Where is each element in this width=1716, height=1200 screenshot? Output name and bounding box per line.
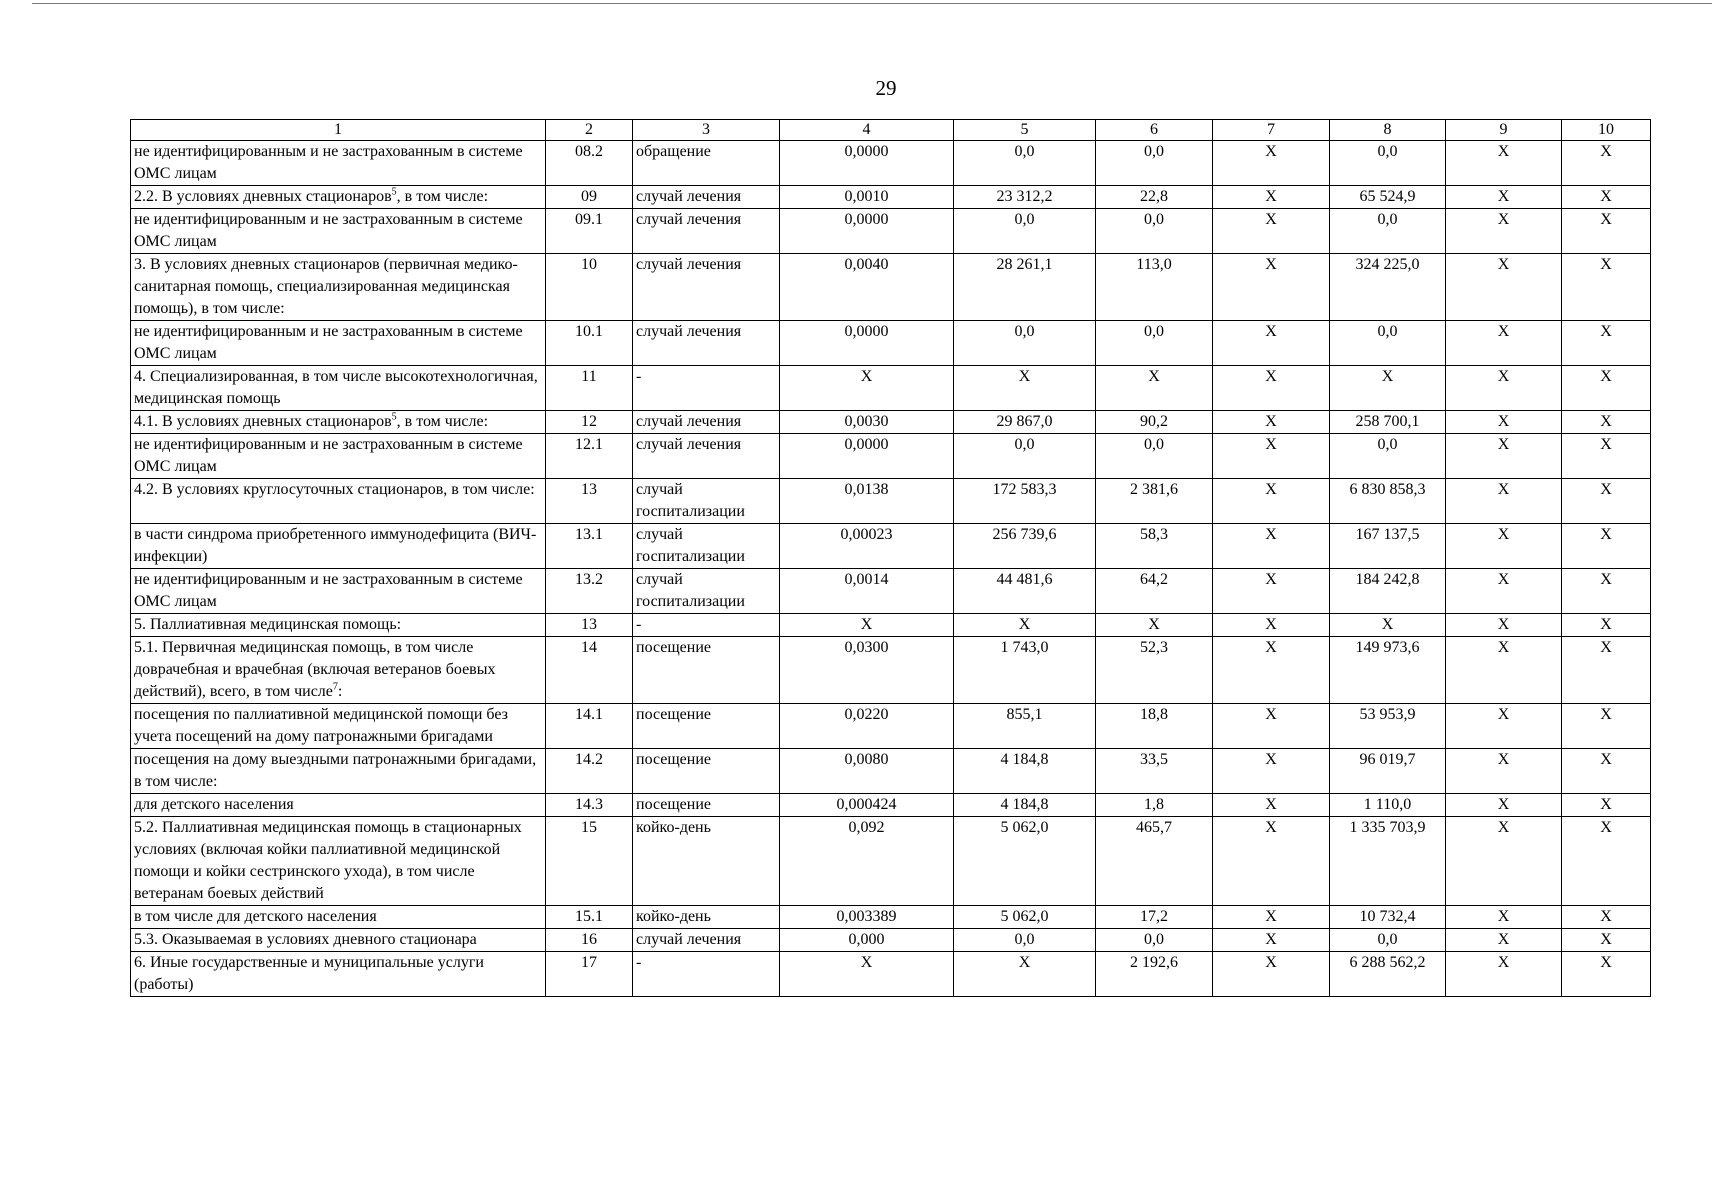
cell-col-4: 0,0030 <box>780 411 954 434</box>
row-code: 08.2 <box>546 141 633 186</box>
row-code: 14.2 <box>546 749 633 794</box>
header-cell: 8 <box>1330 120 1446 141</box>
row-unit: посещение <box>633 704 780 749</box>
cell-col-8: 0,0 <box>1330 209 1446 254</box>
cell-col-4: 0,0010 <box>780 186 954 209</box>
cell-col-6: Х <box>1096 614 1213 637</box>
cell-col-9: Х <box>1446 614 1562 637</box>
row-code: 17 <box>546 952 633 997</box>
footnote-marker: 5 <box>391 186 397 198</box>
cell-col-4: 0,0300 <box>780 637 954 704</box>
table-row <box>131 704 1651 749</box>
row-name-text: 5.1. Первичная медицинская помощь, в том числе доврачебная и врачебная (включая ветеранов боевых действий), всего, в том числе <box>134 639 496 700</box>
row-name-text: 5. Паллиативная медицинская помощь: <box>134 616 402 633</box>
cell-col-7: Х <box>1213 952 1330 997</box>
row-code: 09 <box>546 186 633 209</box>
cell-col-4: 0,0000 <box>780 321 954 366</box>
row-code: 14.1 <box>546 704 633 749</box>
table-row <box>131 906 1651 929</box>
cell-col-10: Х <box>1562 524 1651 569</box>
row-unit: посещение <box>633 749 780 794</box>
cell-col-7: Х <box>1213 569 1330 614</box>
cell-col-8: 0,0 <box>1330 141 1446 186</box>
row-name-text: в части синдрома приобретенного иммунодефицита (ВИЧ-инфекции) <box>134 526 537 565</box>
cell-col-8: 0,0 <box>1330 929 1446 952</box>
cell-col-9: Х <box>1446 254 1562 321</box>
row-name-text: 6. Иные государственные и муниципальные услуги (работы) <box>134 954 484 993</box>
cell-col-6: 2 192,6 <box>1096 952 1213 997</box>
table-row <box>131 569 1651 614</box>
cell-col-9: Х <box>1446 637 1562 704</box>
table-row <box>131 929 1651 952</box>
cell-col-10: Х <box>1562 366 1651 411</box>
header-cell: 10 <box>1562 120 1651 141</box>
row-name <box>131 817 546 906</box>
cell-col-9: Х <box>1446 366 1562 411</box>
table-row <box>131 209 1651 254</box>
cell-col-5: 5 062,0 <box>954 906 1096 929</box>
cell-col-4: 0,0040 <box>780 254 954 321</box>
cell-col-9: Х <box>1446 906 1562 929</box>
row-name-tail: , в том числе: <box>396 413 489 430</box>
footnote-marker: 7 <box>332 681 338 693</box>
cell-col-10: Х <box>1562 411 1651 434</box>
cell-col-9: Х <box>1446 141 1562 186</box>
header-cell: 4 <box>780 120 954 141</box>
row-name <box>131 321 546 366</box>
cell-col-6: 33,5 <box>1096 749 1213 794</box>
cell-col-8: 184 242,8 <box>1330 569 1446 614</box>
row-name-tail: : <box>337 683 343 700</box>
header-cell: 9 <box>1446 120 1562 141</box>
row-code: 11 <box>546 366 633 411</box>
cell-col-10: Х <box>1562 569 1651 614</box>
cell-col-5: 29 867,0 <box>954 411 1096 434</box>
row-unit: случай госпитализации <box>633 524 780 569</box>
cell-col-7: Х <box>1213 749 1330 794</box>
cell-col-6: 58,3 <box>1096 524 1213 569</box>
row-name <box>131 749 546 794</box>
row-code: 15.1 <box>546 906 633 929</box>
cell-col-5: Х <box>954 614 1096 637</box>
cell-col-7: Х <box>1213 366 1330 411</box>
cell-col-10: Х <box>1562 186 1651 209</box>
cell-col-9: Х <box>1446 321 1562 366</box>
cell-col-4: 0,0000 <box>780 434 954 479</box>
row-code: 13.2 <box>546 569 633 614</box>
cell-col-10: Х <box>1562 254 1651 321</box>
page-number: 29 <box>875 76 897 100</box>
row-code: 15 <box>546 817 633 906</box>
row-unit: койко-день <box>633 906 780 929</box>
table-body <box>131 141 1651 997</box>
cell-col-7: Х <box>1213 254 1330 321</box>
cell-col-8: Х <box>1330 366 1446 411</box>
row-name <box>131 434 546 479</box>
cell-col-6: 0,0 <box>1096 141 1213 186</box>
cell-col-10: Х <box>1562 479 1651 524</box>
table-row <box>131 794 1651 817</box>
cell-col-9: Х <box>1446 929 1562 952</box>
cell-col-7: Х <box>1213 704 1330 749</box>
row-name-text: 4. Специализированная, в том числе высокотехнологичная, медицинская помощь <box>134 368 538 407</box>
cell-col-8: 0,0 <box>1330 434 1446 479</box>
row-name-tail: , в том числе: <box>396 188 489 205</box>
row-code: 10.1 <box>546 321 633 366</box>
cell-col-9: Х <box>1446 479 1562 524</box>
row-unit: посещение <box>633 637 780 704</box>
table-row <box>131 434 1651 479</box>
row-name <box>131 704 546 749</box>
cell-col-7: Х <box>1213 524 1330 569</box>
cell-col-8: 167 137,5 <box>1330 524 1446 569</box>
table-row <box>131 186 1651 209</box>
row-name-text: посещения по паллиативной медицинской помощи без учета посещений на дому патронажными бригадами <box>134 706 508 745</box>
row-code: 14.3 <box>546 794 633 817</box>
cell-col-5: 0,0 <box>954 929 1096 952</box>
cell-col-4: 0,0220 <box>780 704 954 749</box>
cell-col-9: Х <box>1446 186 1562 209</box>
table-row <box>131 749 1651 794</box>
row-name <box>131 906 546 929</box>
table-row <box>131 254 1651 321</box>
cell-col-9: Х <box>1446 749 1562 794</box>
cell-col-5: 4 184,8 <box>954 794 1096 817</box>
row-name-text: для детского населения <box>134 796 294 813</box>
cell-col-6: 17,2 <box>1096 906 1213 929</box>
row-unit: случай лечения <box>633 186 780 209</box>
header-cell: 7 <box>1213 120 1330 141</box>
cell-col-7: Х <box>1213 141 1330 186</box>
cell-col-5: 0,0 <box>954 321 1096 366</box>
row-unit: случай лечения <box>633 254 780 321</box>
cell-col-10: Х <box>1562 794 1651 817</box>
row-code: 16 <box>546 929 633 952</box>
row-name <box>131 929 546 952</box>
top-rule <box>32 3 1712 4</box>
row-name-text: 4.2. В условиях круглосуточных стационаров, в том числе: <box>134 481 535 498</box>
cell-col-9: Х <box>1446 952 1562 997</box>
cell-col-10: Х <box>1562 614 1651 637</box>
cell-col-7: Х <box>1213 794 1330 817</box>
cell-col-10: Х <box>1562 321 1651 366</box>
cell-col-4: 0,0000 <box>780 141 954 186</box>
header-row <box>131 120 1651 141</box>
row-name <box>131 186 546 209</box>
row-name <box>131 209 546 254</box>
cell-col-5: 0,0 <box>954 141 1096 186</box>
cell-col-7: Х <box>1213 321 1330 366</box>
cell-col-6: 22,8 <box>1096 186 1213 209</box>
cell-col-10: Х <box>1562 209 1651 254</box>
cell-col-7: Х <box>1213 637 1330 704</box>
cell-col-8: 6 830 858,3 <box>1330 479 1446 524</box>
cell-col-5: 23 312,2 <box>954 186 1096 209</box>
cell-col-10: Х <box>1562 141 1651 186</box>
cell-col-7: Х <box>1213 209 1330 254</box>
row-code: 12 <box>546 411 633 434</box>
cell-col-4: 0,000424 <box>780 794 954 817</box>
table-row <box>131 952 1651 997</box>
cell-col-8: 65 524,9 <box>1330 186 1446 209</box>
cell-col-6: 0,0 <box>1096 434 1213 479</box>
row-name <box>131 794 546 817</box>
cell-col-5: 855,1 <box>954 704 1096 749</box>
row-unit: койко-день <box>633 817 780 906</box>
cell-col-4: 0,0138 <box>780 479 954 524</box>
row-unit: обращение <box>633 141 780 186</box>
cell-col-5: 0,0 <box>954 434 1096 479</box>
table-row <box>131 411 1651 434</box>
cell-col-8: 0,0 <box>1330 321 1446 366</box>
header-cell: 3 <box>633 120 780 141</box>
row-name <box>131 141 546 186</box>
cell-col-4: 0,0000 <box>780 209 954 254</box>
cell-col-6: 0,0 <box>1096 929 1213 952</box>
table-row <box>131 524 1651 569</box>
cell-col-8: Х <box>1330 614 1446 637</box>
cell-col-10: Х <box>1562 817 1651 906</box>
row-unit: - <box>633 614 780 637</box>
cell-col-7: Х <box>1213 906 1330 929</box>
cell-col-9: Х <box>1446 704 1562 749</box>
cell-col-5: 4 184,8 <box>954 749 1096 794</box>
row-name-text: не идентифицированным и не застрахованным в системе ОМС лицам <box>134 211 523 250</box>
cell-col-6: 18,8 <box>1096 704 1213 749</box>
row-name <box>131 569 546 614</box>
row-code: 13 <box>546 614 633 637</box>
cell-col-7: Х <box>1213 614 1330 637</box>
cell-col-9: Х <box>1446 794 1562 817</box>
cell-col-8: 324 225,0 <box>1330 254 1446 321</box>
cell-col-5: 5 062,0 <box>954 817 1096 906</box>
header-cell: 1 <box>131 120 546 141</box>
cell-col-9: Х <box>1446 209 1562 254</box>
cell-col-5: 0,0 <box>954 209 1096 254</box>
table-row <box>131 817 1651 906</box>
cell-col-8: 10 732,4 <box>1330 906 1446 929</box>
cell-col-6: 90,2 <box>1096 411 1213 434</box>
cell-col-6: 465,7 <box>1096 817 1213 906</box>
row-name-text: 4.1. В условиях дневных стационаров <box>134 413 392 430</box>
row-unit: случай лечения <box>633 411 780 434</box>
cell-col-9: Х <box>1446 817 1562 906</box>
cell-col-10: Х <box>1562 952 1651 997</box>
cell-col-9: Х <box>1446 411 1562 434</box>
cell-col-7: Х <box>1213 434 1330 479</box>
table-row <box>131 321 1651 366</box>
cell-col-10: Х <box>1562 434 1651 479</box>
cell-col-4: 0,00023 <box>780 524 954 569</box>
cell-col-6: 0,0 <box>1096 321 1213 366</box>
row-unit: случай лечения <box>633 929 780 952</box>
cell-col-8: 258 700,1 <box>1330 411 1446 434</box>
row-code: 10 <box>546 254 633 321</box>
cell-col-5: 44 481,6 <box>954 569 1096 614</box>
cell-col-6: 52,3 <box>1096 637 1213 704</box>
row-code: 14 <box>546 637 633 704</box>
footnote-marker: 5 <box>391 411 397 423</box>
cell-col-7: Х <box>1213 817 1330 906</box>
row-unit: случай госпитализации <box>633 569 780 614</box>
row-name <box>131 411 546 434</box>
row-unit: - <box>633 952 780 997</box>
table-row <box>131 479 1651 524</box>
row-name-text: не идентифицированным и не застрахованным в системе ОМС лицам <box>134 143 523 182</box>
cell-col-4: 0,0014 <box>780 569 954 614</box>
row-name <box>131 479 546 524</box>
cell-col-5: 28 261,1 <box>954 254 1096 321</box>
table-row <box>131 366 1651 411</box>
cell-col-8: 149 973,6 <box>1330 637 1446 704</box>
row-name <box>131 254 546 321</box>
cell-col-6: 2 381,6 <box>1096 479 1213 524</box>
row-unit: случай госпитализации <box>633 479 780 524</box>
cell-col-7: Х <box>1213 929 1330 952</box>
row-name-text: 2.2. В условиях дневных стационаров <box>134 188 392 205</box>
row-name-text: в том числе для детского населения <box>134 908 377 925</box>
cell-col-8: 1 110,0 <box>1330 794 1446 817</box>
cell-col-8: 96 019,7 <box>1330 749 1446 794</box>
cell-col-9: Х <box>1446 569 1562 614</box>
row-unit: - <box>633 366 780 411</box>
header-cell: 6 <box>1096 120 1213 141</box>
row-code: 13.1 <box>546 524 633 569</box>
cell-col-8: 1 335 703,9 <box>1330 817 1446 906</box>
row-name-text: 3. В условиях дневных стационаров (первичная медико-санитарная помощь, специализированная медицинская помощь), в том числе: <box>134 256 518 317</box>
cell-col-8: 53 953,9 <box>1330 704 1446 749</box>
row-name-text: не идентифицированным и не застрахованным в системе ОМС лицам <box>134 323 523 362</box>
row-name-text: не идентифицированным и не застрахованным в системе ОМС лицам <box>134 436 523 475</box>
cell-col-4: Х <box>780 952 954 997</box>
row-unit: посещение <box>633 794 780 817</box>
cell-col-6: 1,8 <box>1096 794 1213 817</box>
cell-col-9: Х <box>1446 524 1562 569</box>
row-code: 09.1 <box>546 209 633 254</box>
table-row <box>131 614 1651 637</box>
cell-col-4: 0,003389 <box>780 906 954 929</box>
row-name-text: посещения на дому выездными патронажными бригадами, в том числе: <box>134 751 537 790</box>
table-row <box>131 637 1651 704</box>
row-unit: случай лечения <box>633 209 780 254</box>
cell-col-10: Х <box>1562 906 1651 929</box>
row-unit: случай лечения <box>633 434 780 479</box>
row-code: 13 <box>546 479 633 524</box>
cell-col-6: 113,0 <box>1096 254 1213 321</box>
cell-col-10: Х <box>1562 704 1651 749</box>
cell-col-5: 256 739,6 <box>954 524 1096 569</box>
cell-col-6: 0,0 <box>1096 209 1213 254</box>
cell-col-8: 6 288 562,2 <box>1330 952 1446 997</box>
cell-col-9: Х <box>1446 434 1562 479</box>
row-unit: случай лечения <box>633 321 780 366</box>
cell-col-7: Х <box>1213 479 1330 524</box>
cell-col-5: 172 583,3 <box>954 479 1096 524</box>
cell-col-7: Х <box>1213 186 1330 209</box>
cell-col-4: Х <box>780 366 954 411</box>
cell-col-6: Х <box>1096 366 1213 411</box>
row-name <box>131 366 546 411</box>
header-cell: 5 <box>954 120 1096 141</box>
row-name-text: не идентифицированным и не застрахованным в системе ОМС лицам <box>134 571 523 610</box>
table-row <box>131 141 1651 186</box>
row-code: 12.1 <box>546 434 633 479</box>
cell-col-5: Х <box>954 366 1096 411</box>
cell-col-6: 64,2 <box>1096 569 1213 614</box>
cell-col-4: 0,092 <box>780 817 954 906</box>
cell-col-10: Х <box>1562 929 1651 952</box>
cell-col-4: 0,0080 <box>780 749 954 794</box>
cell-col-4: 0,000 <box>780 929 954 952</box>
cell-col-5: 1 743,0 <box>954 637 1096 704</box>
cell-col-5: Х <box>954 952 1096 997</box>
header-cell: 2 <box>546 120 633 141</box>
cell-col-4: Х <box>780 614 954 637</box>
row-name <box>131 524 546 569</box>
row-name <box>131 952 546 997</box>
cell-col-7: Х <box>1213 411 1330 434</box>
row-name-text: 5.2. Паллиативная медицинская помощь в стационарных условиях (включая койки паллиативной медицинской помощи и койки сестринского ухода), в том числе ветеранам боевых действий <box>134 819 522 902</box>
data-table <box>130 119 1651 997</box>
row-name <box>131 637 546 704</box>
cell-col-10: Х <box>1562 749 1651 794</box>
row-name <box>131 614 546 637</box>
row-name-text: 5.3. Оказываемая в условиях дневного стационара <box>134 931 477 948</box>
cell-col-10: Х <box>1562 637 1651 704</box>
